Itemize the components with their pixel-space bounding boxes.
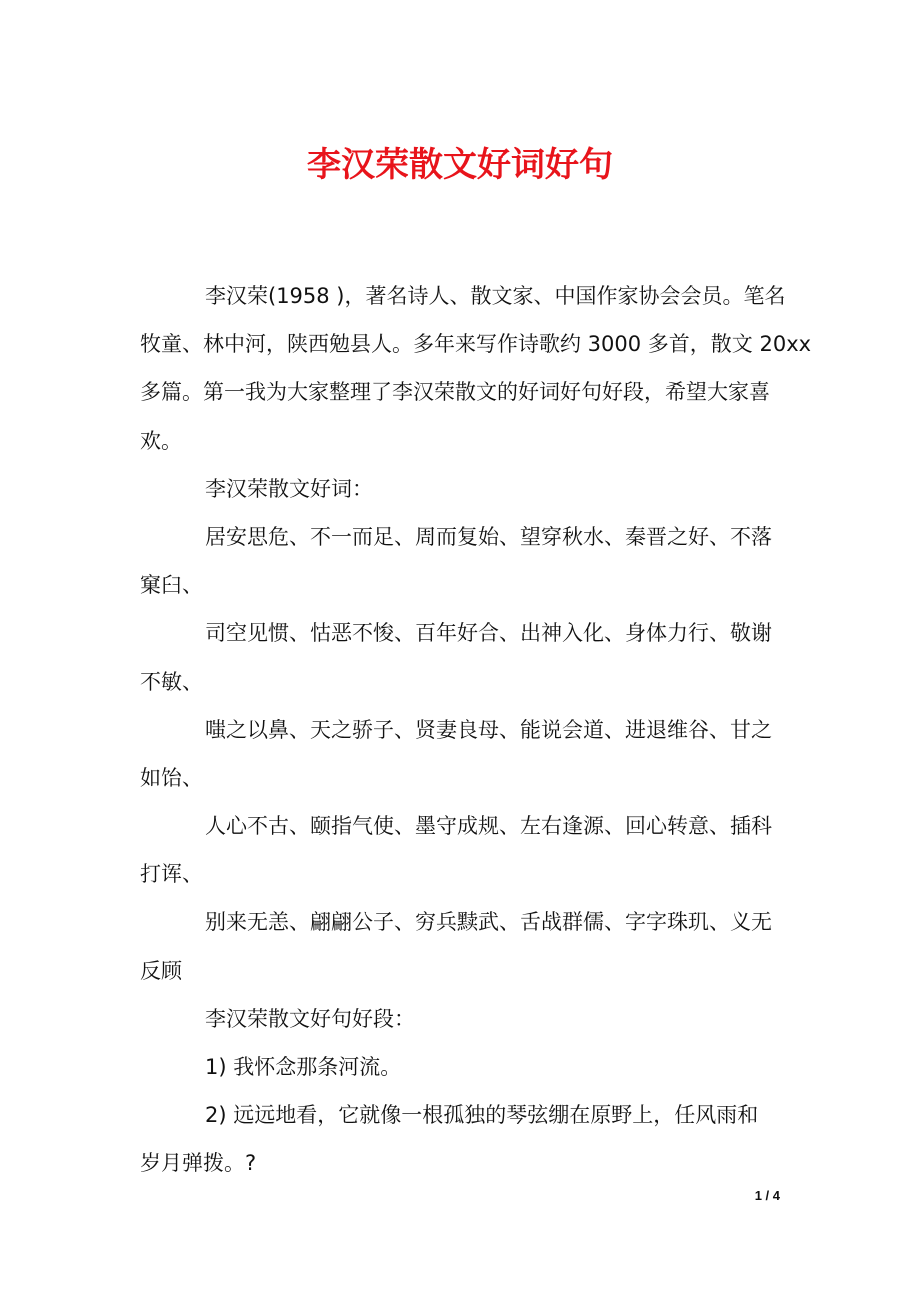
text-line: 1) 我怀念那条河流。 [205,1055,402,1079]
text-line: 如饴、 [140,765,203,790]
paragraph [140,802,785,898]
text-line: 窠臼、 [140,573,203,598]
page-number: 1 / 4 [754,1188,780,1203]
text-line: 居安思危、不一而足、周而复始、望穿秋水、秦晋之好、不落 [205,524,772,549]
text-line: 别来无恙、翩翩公子、穷兵黩武、舌战群儒、字字珠玑、义无 [205,910,772,935]
text-line: 嗤之以鼻、天之骄子、贤妻良母、能说会道、进退维谷、甘之 [205,717,772,742]
text-line: 李汉荣(1958 )，著名诗人、散文家、中国作家协会会员。笔名 [205,284,786,308]
paragraph [140,272,812,465]
paragraph [140,706,785,802]
paragraph [140,898,785,994]
paragraph [140,1091,785,1187]
text-line: 人心不古、颐指气使、墨守成规、左右逢源、回心转意、插科 [205,814,772,839]
text-line: 司空见惯、怙恶不悛、百年好合、出神入化、身体力行、敬谢 [205,621,772,646]
text-line: 李汉荣散文好句好段： [205,1006,415,1031]
text-line: 李汉荣散文好词： [205,476,373,501]
text-line: 2) 远远地看，它就像一根孤独的琴弦绷在原野上，任风雨和 [205,1103,759,1128]
paragraph [140,609,785,705]
paragraph [140,513,785,609]
text-line: 岁月弹拨。? [140,1151,257,1176]
text-line: 不敏、 [140,669,203,694]
paragraph [140,995,785,1043]
text-line: 多篇。第一我为大家整理了李汉荣散文的好词好句好段，希望大家喜 [140,380,770,405]
paragraph [140,465,785,513]
paragraph [140,1043,785,1091]
text-line: 欢。 [140,428,182,453]
text-line: 牧童、林中河，陕西勉县人。多年来写作诗歌约 3000 多首，散文 20xx [140,332,812,357]
document-body [140,272,812,1188]
document-title: 李汉荣散文好词好句 [307,145,613,185]
text-line: 反顾 [140,958,182,983]
text-line: 打诨、 [140,862,203,887]
